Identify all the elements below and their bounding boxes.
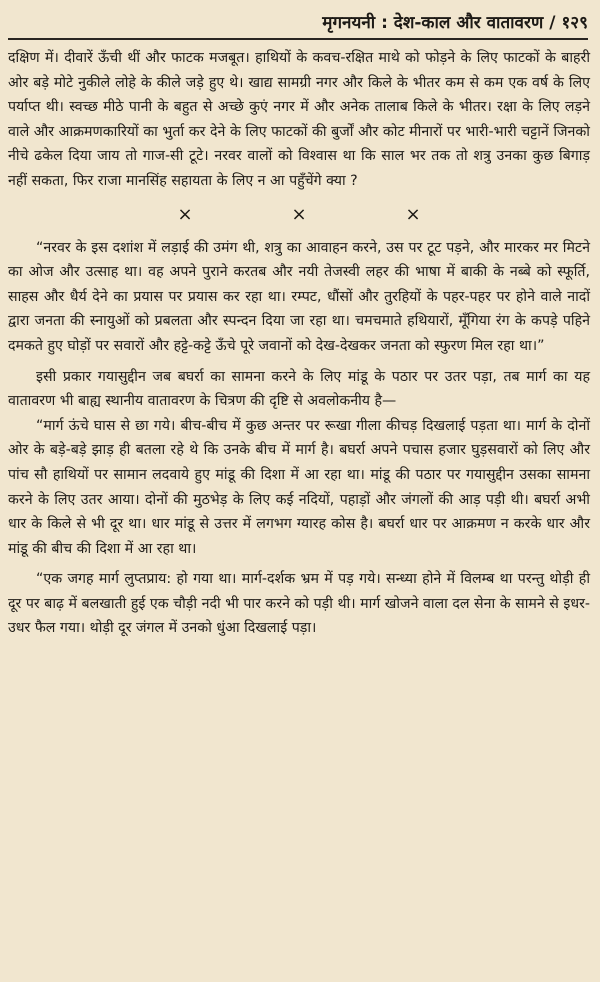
header-separator: / [549,13,556,33]
paragraph-1: दक्षिण में। दीवारें ऊँची थीं और फाटक मजबूत। हाथियों के कवच-रक्षित माथे को फोड़ने के लिए फाटकों के बाहरी ओर बड़े मोटे नुकीले लोहे के कीले जड़े हुए थे। खाद्य सामग्री नगर और किले के भीतर कम से कम एक वर्ष के लिए पर्याप्त थी। स्वच्छ मीठे पानी के बहुत से अच्छे कुएं नगर में और अनेक तालाब किले के भीतर। रक्षा के लिए लड़ने वाले और आक्रमणकारियों का भुर्ता कर देने के लिए फाटकों की बुर्जों और कोट मीनारों पर भारी-भारी चट्टानें जिनको नीचे ढकेल दिया जाय तो गाज-सी टूटे। नरवर वालों को विश्वास था कि साल भर तक तो शत्रु उनका कुछ बिगाड़ नहीं सकता, फिर राजा मानसिंह सहायता के लिए न आ पहुँचेंगे क्या ? [8,50,590,189]
section-mark: × [291,203,307,225]
paragraph-4: “मार्ग ऊंचे घास से छा गये। बीच-बीच में कुछ अन्तर पर रूखा गीला कीचड़ दिखलाई पड़ता था। मार्ग के दोनों ओर के बड़े-बड़े झाड़ ही बतला रहे थे कि उनके बीच में मार्ग है। बघर्रा अपने पचास हजार घुड़सवारों को लिए और पांच सौ हाथियों पर सामान लदवाये हुए मांडू की दिशा में आ रहा था। मांडू की पठार पर गयासुद्दीन उसका सामना करने के लिए उतर आया। दोनों की मुठभेड़ के लिए कई नदियों, पहाड़ों और जंगलों की आड़ पड़ी थी। बघर्रा अभी धार के किले से भी दूर था। धार मांडू से उत्तर में लगभग ग्यारह कोस है। बघर्रा धार पर आक्रमण न करके धार और मांडू की बीच की दिशा में आ रहा था। [8,417,590,557]
section-mark: × [177,203,193,225]
running-header [8,12,588,40]
paragraph-3: इसी प्रकार गयासुद्दीन जब बघर्रा का सामना करने के लिए मांडू के पठार पर उतर पड़ा, तब मार्ग का यह वातावरण भी बाह्य स्थानीय वातावरण के चित्रण की दृष्टि से अवलोकनीय है— [8,368,590,410]
paragraph-2: “नरवर के इस दशांश में लड़ाई की उमंग थी, शत्रु का आवाहन करने, उस पर टूट पड़ने, और मारकर मर मिटने का ओज और उत्साह था। वह अपने पुराने करतब और नयी तेजस्वी लहर की भाषा में बाकी के नब्बे को स्फूर्ति, साहस और धैर्य देने का प्रयास पर प्रयास कर रहा था। रम्पट, धौंसों और तुरहियों के पहर-पहर पर होने वाले नादों द्वारा जनता की स्नायुओं को प्रबलता और स्पन्दन दिया जा रहा था। चमचमाते हथियारों, मूँगिया रंग के कपड़े पहिने दमकते हुए घोड़ों पर सवारों और हट्टे-कट्टे ऊँचे पूरे जवानों को देख-देखकर जनता को स्फुरण मिल रहा था।” [8,239,590,354]
paragraph-5: “एक जगह मार्ग लुप्तप्राय: हो गया था। मार्ग-दर्शक भ्रम में पड़ गये। सन्ध्या होने में विलम्ब था परन्तु थोड़ी ही दूर पर बाढ़ में बलखाती हुई एक चौड़ी नदी भी पार करने को पड़ी थी। मार्ग खोजने वाला दल सेना के सामने से इधर-उधर फैल गया। थोड़ी दूर जंगल में उनको धुंआ दिखलाई पड़ा। [8,571,590,637]
page-number: १२९ [561,13,588,33]
header-title: मृगनयनी : देश-काल और वातावरण [322,13,544,33]
section-mark: × [405,203,421,225]
section-break [8,200,590,230]
